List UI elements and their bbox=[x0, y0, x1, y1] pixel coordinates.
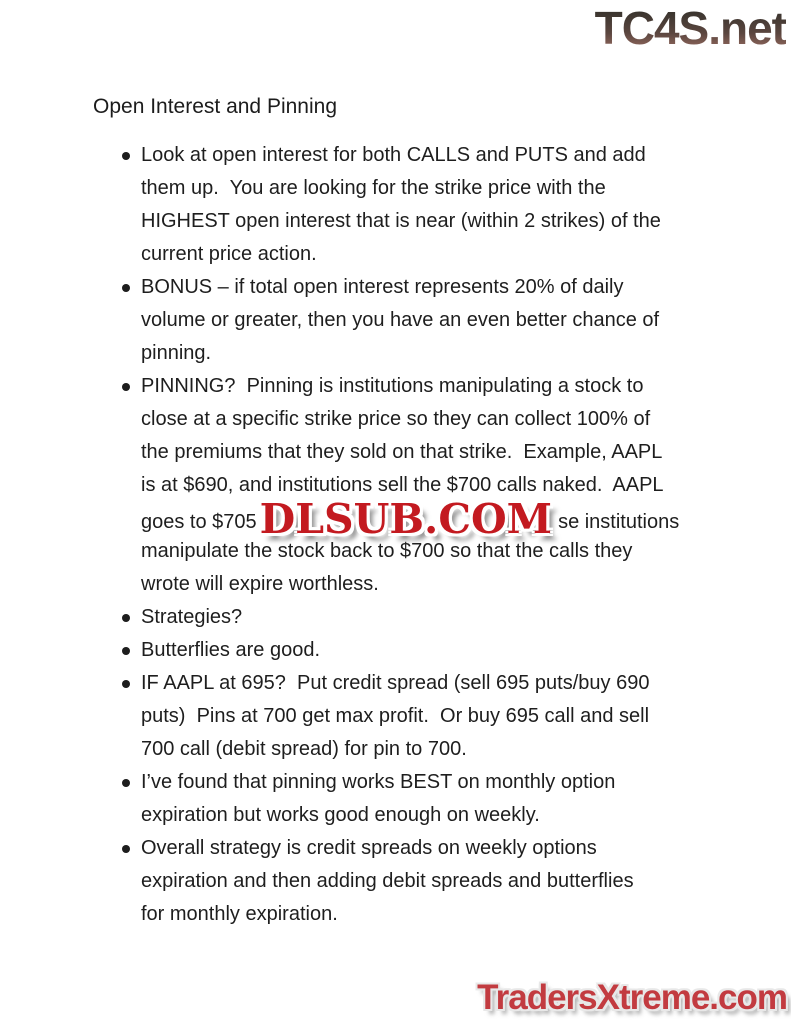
bullet-item bbox=[141, 139, 679, 271]
text-line: IF AAPL at 695? Put credit spread (sell 695 puts/buy 690 bbox=[141, 672, 650, 694]
text-line: I’ve found that pinning works BEST on monthly option bbox=[141, 771, 616, 793]
text-line: puts) Pins at 700 get max profit. Or buy 695 call and sell bbox=[141, 705, 650, 727]
text-line: Butterflies are good. bbox=[141, 639, 320, 661]
bullet-item bbox=[141, 667, 679, 766]
text-line: Strategies? bbox=[141, 606, 243, 628]
text-fragment-after: se institutions bbox=[558, 510, 680, 533]
text-line: expiration but works good enough on weekly. bbox=[141, 804, 540, 826]
text-line: Overall strategy is credit spreads on weekly options bbox=[141, 837, 597, 859]
text-line: Look at open interest for both CALLS and PUTS and add bbox=[141, 144, 646, 166]
text-line: is at $690, and institutions sell the $700 calls naked. AAPL bbox=[141, 474, 664, 496]
text-line: the premiums that they sold on that strike. Example, AAPL bbox=[141, 441, 663, 463]
tc4s-logo: TC4S.net bbox=[594, 2, 786, 54]
dlsub-watermark: DLSUB.COM bbox=[259, 495, 553, 543]
text-line: close at a specific strike price so they can collect 100% of bbox=[141, 408, 651, 430]
text-line: current price action. bbox=[141, 243, 317, 265]
text-line: wrote will expire worthless. bbox=[141, 573, 379, 595]
text-line: expiration and then adding debit spreads and butterflies bbox=[141, 870, 634, 892]
bullet-item bbox=[141, 601, 679, 634]
text-line: HIGHEST open interest that is near (within 2 strikes) of the bbox=[141, 210, 661, 232]
text-line: BONUS – if total open interest represents 20% of daily bbox=[141, 276, 624, 298]
bullet-list bbox=[141, 139, 679, 931]
text-line: manipulate the stock back to $700 so that the calls they bbox=[141, 540, 633, 562]
bullet-item bbox=[141, 832, 679, 931]
text-line: volume or greater, then you have an even better chance of bbox=[141, 309, 660, 331]
text-line: pinning. bbox=[141, 342, 212, 364]
bullet-item bbox=[141, 634, 679, 667]
text-line: for monthly expiration. bbox=[141, 903, 338, 925]
bullet-item bbox=[141, 370, 679, 601]
bullet-item bbox=[141, 271, 679, 370]
text-line: PINNING? Pinning is institutions manipulating a stock to bbox=[141, 375, 644, 397]
page-title: Open Interest and Pinning bbox=[93, 95, 338, 118]
text-fragment-before: goes to $705 bbox=[141, 510, 257, 533]
tradersxtreme-logo: TradersXtreme.com bbox=[477, 978, 787, 1017]
text-line bbox=[141, 495, 680, 543]
text-line: 700 call (debit spread) for pin to 700. bbox=[141, 738, 467, 760]
text-line: them up. You are looking for the strike price with the bbox=[141, 177, 606, 199]
bullet-item bbox=[141, 766, 679, 832]
